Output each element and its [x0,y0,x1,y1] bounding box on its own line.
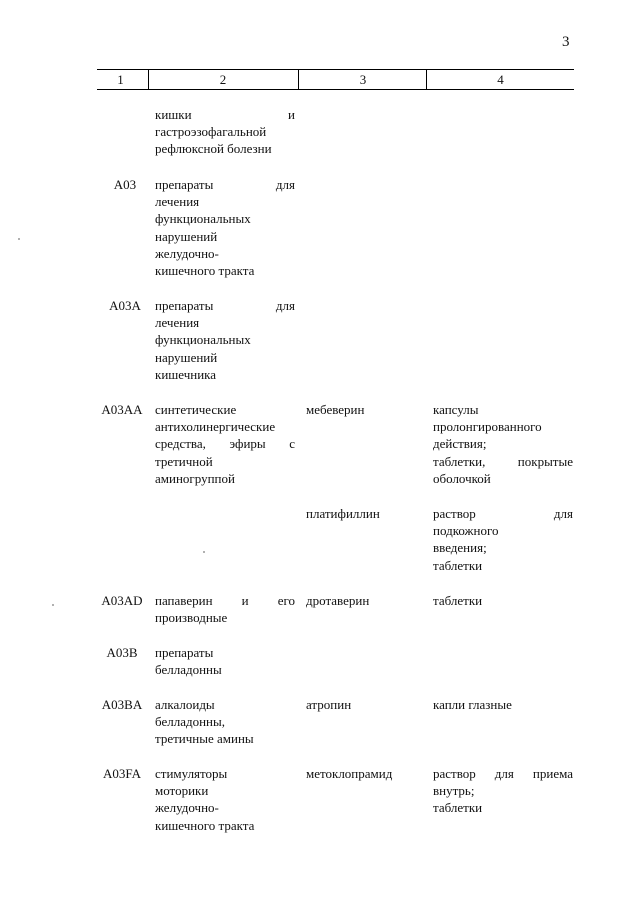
table-header [97,69,574,90]
dosage-forms: таблетки [433,593,483,608]
atc-code: A03A [109,298,141,313]
table-row-name: синтетические антихолинергические средства, эфиры с третичной аминогруппой [155,402,295,486]
header-col-3: 3 [359,72,367,87]
drug-name: платифиллин [306,506,380,521]
header-col-4: 4 [497,72,504,87]
drug-name: атропин [306,697,352,712]
scan-speck [18,238,20,240]
table-row-name: кишки и гастроэзофагальной рефлюксной болезни [155,107,295,157]
dosage-forms: капсулы пролонгированного действия; таблетки, покрытые оболочкой [433,402,573,486]
dosage-forms: раствор для приема внутрь; таблетки [433,766,573,816]
scan-speck [52,604,54,606]
table-row-name: препараты для лечения функциональных нарушений кишечника [155,298,295,382]
atc-code: A03FA [102,766,142,781]
drug-name: дротаверин [306,593,370,608]
dosage-forms: капли глазные [433,697,512,712]
drug-name: мебеверин [306,402,365,417]
table-row-name: стимуляторы моторики желудочно- кишечного тракта [155,766,255,833]
table-row-name: папаверин и его производные [155,593,295,626]
scan-speck [203,551,205,553]
table-row-name: препараты белладонны [155,645,222,678]
atc-code: A03AD [101,593,143,608]
page-number: 3 [562,34,570,50]
table-row-name: препараты для лечения функциональных нарушений желудочно- кишечного тракта [155,177,295,279]
header-col-1: 1 [117,72,124,87]
atc-code: A03 [113,177,137,192]
drug-name: метоклопрамид [306,766,393,781]
atc-code: A03AA [101,402,143,417]
atc-code: A03B [106,645,138,660]
dosage-forms: раствор для подкожного введения; таблетки [433,506,573,573]
table-row-name: алкалоиды белладонны, третичные амины [155,697,254,747]
atc-code: A03BA [101,697,143,712]
header-col-2: 2 [219,72,227,87]
